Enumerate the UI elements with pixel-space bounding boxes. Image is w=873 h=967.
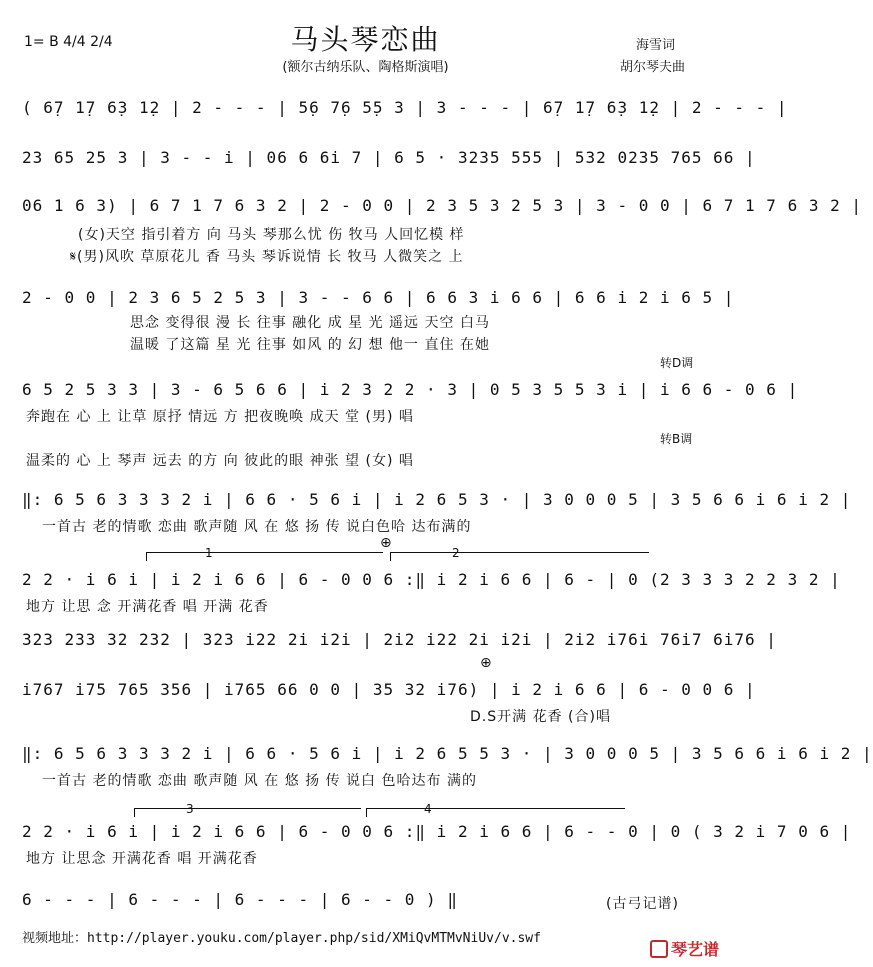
lyric-row-4b: 温暖 了这篇 星 光 往事 如风 的 幻 想 他一 直住 在她: [130, 337, 490, 353]
lyric-row-9: D.S开满 花香 (合)唱: [470, 709, 611, 725]
volta-bracket-1: [146, 552, 383, 561]
lyric-row-6: 一首古 老的情歌 恋曲 歌声随 风 在 悠 扬 传 说白色哈 达布满的: [42, 519, 472, 535]
lyric-row-3a: (女)天空 指引着方 向 马头 琴那么忧 伤 牧马 人回忆模 样: [78, 227, 465, 243]
coda-sign-1: ⊕: [380, 535, 392, 551]
score-row-10: ‖: 6 5 6 3 3 3 2 i | 6 6 · 5 6 i | i 2 6 5 5 3 · | 3 0 0 0 5 | 3 5 6 6 i 6 i 2 |: [22, 744, 873, 763]
lyric-row-5b: 温柔的 心 上 琴声 远去 的方 向 彼此的眼 神张 望 (女) 唱: [26, 453, 414, 469]
score-row-1: ( 6̣7 1̣7 6̣3 1̣2 | 2 - - - | 5̣6 7̣6 5̣5 3 | 3 - - - | 6̣7 1̣7 6̣3 1̣2 | 2 - - - |: [22, 98, 788, 117]
score-row-12: 6 - - - | 6 - - - | 6 - - - | 6 - - 0 ) ‖: [22, 890, 458, 909]
page-subtitle: (额尔古纳乐队、陶格斯演唱): [282, 60, 449, 75]
lyric-row-7: 地方 让思 念 开满花香 唱 开满 花香: [26, 599, 269, 615]
score-row-4: 2 - 0 0 | 2 3 6 5 2 5 3 | 3 - - 6 6 | 6 6 3 i 6 6 | 6 6 i 2 i 6 5 |: [22, 288, 735, 307]
composer-credit: 胡尔琴夫曲: [620, 60, 686, 75]
score-row-6: ‖: 6 5 6 3 3 3 2 i | 6 6 · 5 6 i | i 2 6 5 3 · | 3 0 0 0 5 | 3 5 6 6 i 6 i 2 |: [22, 490, 852, 509]
score-row-11: 2 2 · i 6 i | i 2 i 6 6 | 6 - 0 0 6 :‖ i 2 i 6 6 | 6 - - 0 | 0 ( 3 2 i 7 0 6 |: [22, 822, 852, 841]
lyricist-credit: 海雪词: [636, 38, 676, 53]
key-signature: 1= B 4/4 2/4: [24, 34, 113, 50]
score-row-3: 06 1 6 3) | 6 7 1 7 6 3 2 | 2 - 0 0 | 2 3 5 3 2 5 3 | 3 - 0 0 | 6 7 1 7 6 3 2 |: [22, 196, 862, 215]
volta-bracket-3: [134, 808, 361, 817]
key-change-b: 转B调: [660, 432, 693, 446]
volta-bracket-2: [390, 552, 649, 561]
volta-number-4: 4: [424, 802, 432, 816]
score-row-9: i767 i75 765 356 | i765 66 0 0 | 35 32 i76) | i 2 i 6 6 | 6 - 0 0 6 |: [22, 680, 756, 699]
score-row-8: 323 233 32 232 | 323 i22 2i i2i | 2i2 i22 2i i2i | 2i2 i76i 76i7 6i76 |: [22, 630, 777, 649]
lyric-row-5a: 奔跑在 心 上 让草 原抒 情远 方 把夜晚唤 成天 堂 (男) 唱: [26, 409, 414, 425]
video-url: 视频地址：http://player.youku.com/player.php/sid/XMiQvMTMvNiUv/v.swf: [22, 931, 541, 946]
score-row-2: 23 65 25 3 | 3 - - i | 06 6 6i 7 | 6 5 · 3235 555 | 532 0235 765 66 |: [22, 148, 756, 167]
site-logo: [650, 937, 719, 960]
logo-text: 琴艺谱: [670, 940, 719, 959]
lyric-row-11: 地方 让思念 开满花香 唱 开满花香: [26, 851, 258, 867]
score-row-5: 6 5 2 5 3 3 | 3 - 6 5 6 6 | i 2 3 2 2 · 3 | 0 5 3 5 5 3 i | i 6 6 - 0 6 |: [22, 380, 799, 399]
lyric-row-10: 一首古 老的情歌 恋曲 歌声随 风 在 悠 扬 传 说白 色哈达布 满的: [42, 773, 477, 789]
volta-number-2: 2: [452, 546, 460, 560]
logo-icon: [650, 940, 668, 958]
volta-number-3: 3: [186, 802, 194, 816]
page-title: 马头琴恋曲: [290, 23, 441, 56]
score-row-7: 2 2 · i 6 i | i 2 i 6 6 | 6 - 0 0 6 :‖ i 2 i 6 6 | 6 - | 0 (2 3 3 3 2 2 3 2 |: [22, 570, 841, 589]
key-change-d: 转D调: [660, 356, 694, 370]
lyric-row-3b: 𝄋(男)风吹 草原花儿 香 马头 琴诉说情 长 牧马 人微笑之 上: [70, 249, 464, 265]
transcriber-note: (古弓记谱): [606, 896, 679, 912]
coda-sign-2: ⊕: [480, 655, 492, 671]
lyric-row-4a: 思念 变得很 漫 长 往事 融化 成 星 光 遥远 天空 白马: [130, 315, 490, 331]
volta-bracket-4: [366, 808, 625, 817]
volta-number-1: 1: [205, 546, 213, 560]
